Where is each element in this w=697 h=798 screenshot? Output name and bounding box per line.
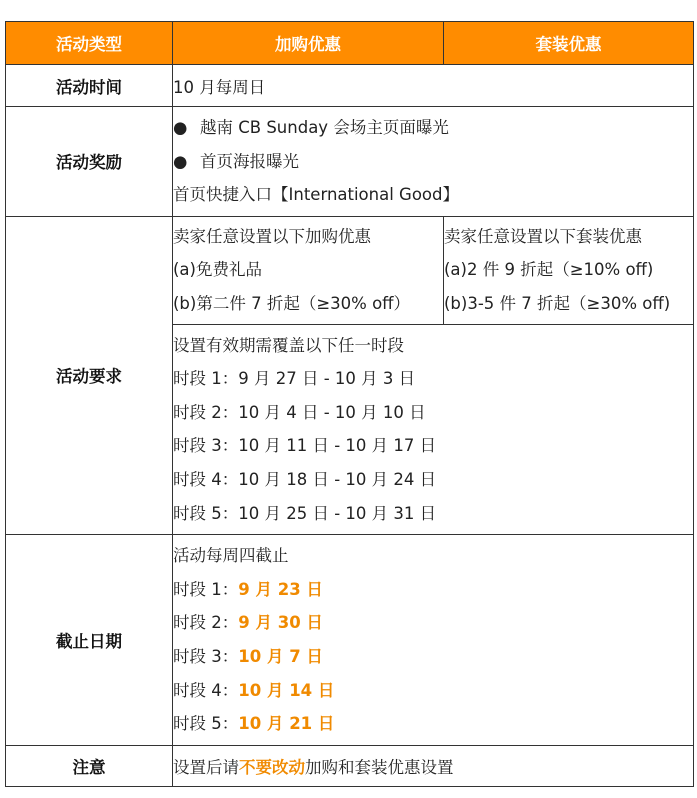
header-addon-discount: 加购优惠 <box>173 22 444 65</box>
promo-table <box>5 21 694 787</box>
time-label: 活动时间 <box>6 65 173 107</box>
deadline-period: 时段 4： <box>173 680 239 700</box>
bundle-option: (b)3-5 件 7 折起（≥30% off) <box>444 293 671 313</box>
period-item: 时段 3：10 月 11 日 - 10 月 17 日 <box>173 436 437 456</box>
deadline-date: 10 月 21 日 <box>238 714 335 734</box>
header-row <box>6 22 694 65</box>
note-content <box>173 745 694 786</box>
deadline-item <box>173 606 693 640</box>
deadline-label: 截止日期 <box>6 535 173 746</box>
deadline-content <box>173 535 694 746</box>
bundle-option: (a)2 件 9 折起（≥10% off) <box>444 260 654 280</box>
deadline-date: 10 月 14 日 <box>238 680 335 700</box>
addon-title: 卖家任意设置以下加购优惠 <box>173 226 371 246</box>
deadline-period: 时段 5： <box>173 714 239 734</box>
requirement-label: 活动要求 <box>6 216 173 534</box>
header-bundle-discount: 套装优惠 <box>444 22 694 65</box>
deadline-period: 时段 2： <box>173 613 239 633</box>
reward-label: 活动奖励 <box>6 107 173 217</box>
note-highlight: 不要改动 <box>239 757 305 777</box>
deadline-item <box>173 707 693 741</box>
period-item: 时段 2：10 月 4 日 - 10 月 10 日 <box>173 402 426 422</box>
addon-option: (b)第二件 7 折起（≥30% off） <box>173 293 411 313</box>
deadline-date: 9 月 30 日 <box>238 613 323 633</box>
periods-title: 设置有效期需覆盖以下任一时段 <box>173 335 404 355</box>
requirement-row-discounts <box>6 216 694 324</box>
bundle-title: 卖家任意设置以下套装优惠 <box>444 226 642 246</box>
period-item: 时段 1：9 月 27 日 - 10 月 3 日 <box>173 369 416 389</box>
deadline-row <box>6 535 694 746</box>
bullet-icon: ● <box>173 151 188 171</box>
time-value: 10 月每周日 <box>173 65 694 107</box>
reward-item <box>173 145 693 179</box>
period-item: 时段 5：10 月 25 日 - 10 月 31 日 <box>173 503 437 523</box>
reward-item-text: 越南 CB Sunday 会场主页面曝光 <box>200 118 449 137</box>
note-row <box>6 745 694 786</box>
bullet-icon: ● <box>173 118 188 137</box>
header-activity-type: 活动类型 <box>6 22 173 65</box>
deadline-item <box>173 640 693 674</box>
deadline-date: 10 月 7 日 <box>238 646 323 666</box>
deadline-date: 9 月 23 日 <box>238 579 323 599</box>
note-text: 设置后请 <box>173 757 239 777</box>
periods-content <box>173 324 694 535</box>
deadline-item <box>173 573 693 607</box>
time-row <box>6 65 694 107</box>
deadline-item <box>173 674 693 708</box>
reward-content <box>173 107 694 217</box>
reward-item <box>173 178 693 212</box>
deadline-intro: 活动每周四截止 <box>173 546 289 566</box>
period-item: 时段 4：10 月 18 日 - 10 月 24 日 <box>173 469 437 489</box>
addon-requirement <box>173 216 444 324</box>
reward-row <box>6 107 694 217</box>
reward-item-text: 首页快捷入口【International Good】 <box>173 185 460 205</box>
bundle-requirement <box>444 216 694 324</box>
deadline-period: 时段 1： <box>173 579 239 599</box>
reward-item-text: 首页海报曝光 <box>200 151 299 171</box>
note-label: 注意 <box>6 745 173 786</box>
note-text-end: 加购和套装优惠设置 <box>305 757 454 777</box>
reward-item <box>173 111 693 145</box>
addon-option: (a)免费礼品 <box>173 260 262 280</box>
deadline-period: 时段 3： <box>173 646 239 666</box>
